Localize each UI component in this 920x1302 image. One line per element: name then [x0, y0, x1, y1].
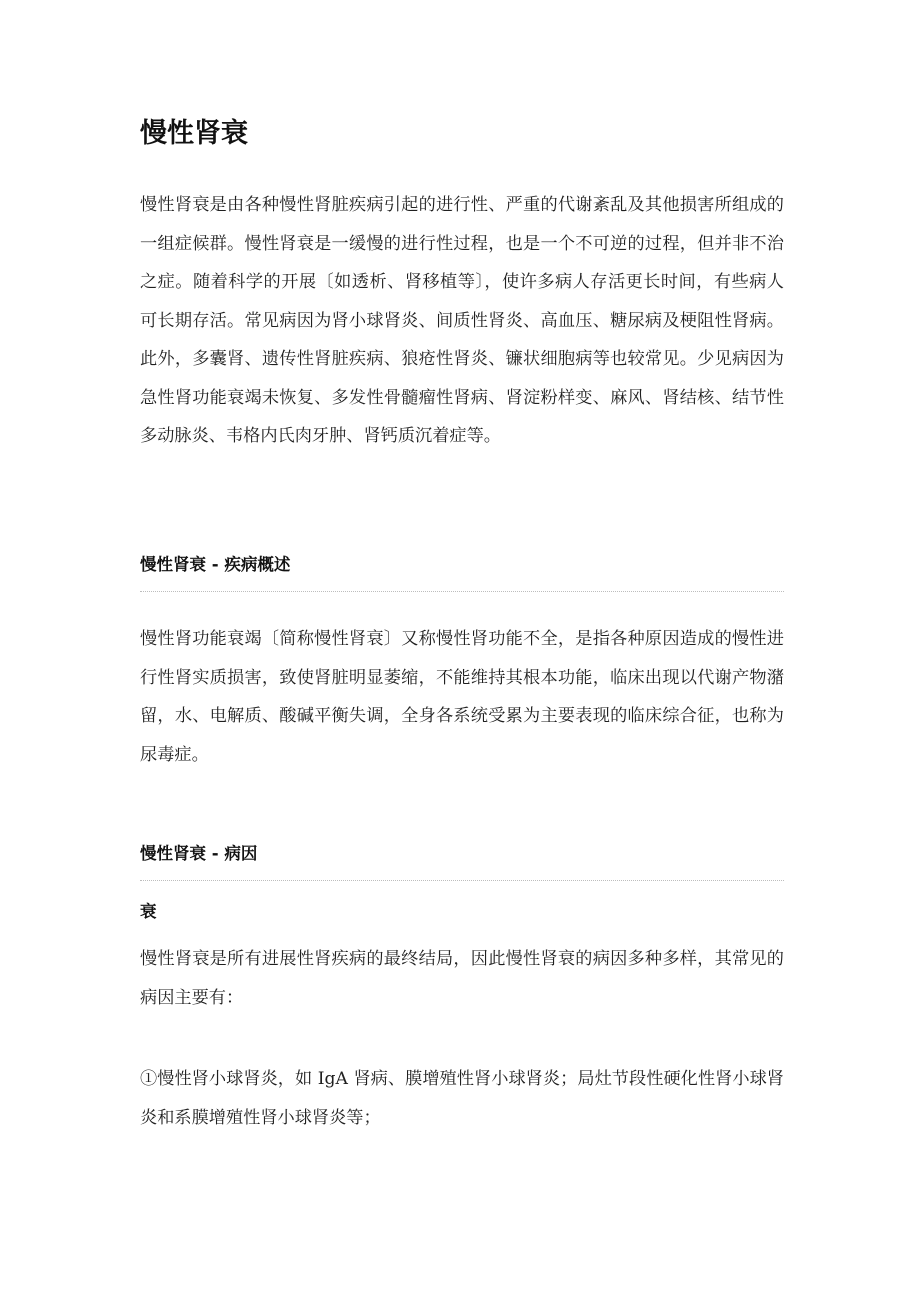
- overview-paragraph: 慢性肾功能衰竭〔简称慢性肾衰〕又称慢性肾功能不全，是指各种原因造成的慢性进行性肾实质损害，致使肾脏明显萎缩，不能维持其根本功能，临床出现以代谢产物潴留，水、电解质、酸碱平衡失调，全身各系统受累为主要表现的临床综合征，也称为尿毒症。: [140, 629, 784, 765]
- document-title: 慢性肾衰: [140, 118, 248, 149]
- section-heading-cause: 慢性肾衰 - 病因: [140, 844, 258, 863]
- section-divider: [140, 591, 784, 592]
- section-heading-overview: 慢性肾衰 - 疾病概述: [140, 555, 291, 574]
- intro-paragraph: 慢性肾衰是由各种慢性肾脏疾病引起的进行性、严重的代谢紊乱及其他损害所组成的一组症候群。慢性肾衰是一缓慢的进行性过程，也是一个不可逆的过程，但并非不治之症。随着科学的开展〔如透析、肾移植等〕，使许多病人存活更长时间，有些病人可长期存活。常见病因为肾小球肾炎、间质性肾炎、高血压、糖尿病及梗阻性肾病。此外，多囊肾、遗传性肾脏疾病、狼疮性肾炎、镰状细胞病等也较常见。少见病因为急性肾功能衰竭未恢复、多发性骨髓瘤性肾病、肾淀粉样变、麻风、肾结核、结节性多动脉炎、韦格内氏肉牙肿、肾钙质沉着症等。: [140, 195, 784, 446]
- cause-subheading: 衰: [140, 902, 157, 921]
- cause-paragraph: 慢性肾衰是所有进展性肾疾病的最终结局，因此慢性肾衰的病因多种多样，其常见的病因主要有：: [140, 949, 784, 1008]
- cause-list-item-1: ①慢性肾小球肾炎，如 IgA 肾病、膜增殖性肾小球肾炎；局灶节段性硬化性肾小球肾炎和系膜增殖性肾小球肾炎等；: [140, 1069, 784, 1128]
- section-divider: [140, 880, 784, 881]
